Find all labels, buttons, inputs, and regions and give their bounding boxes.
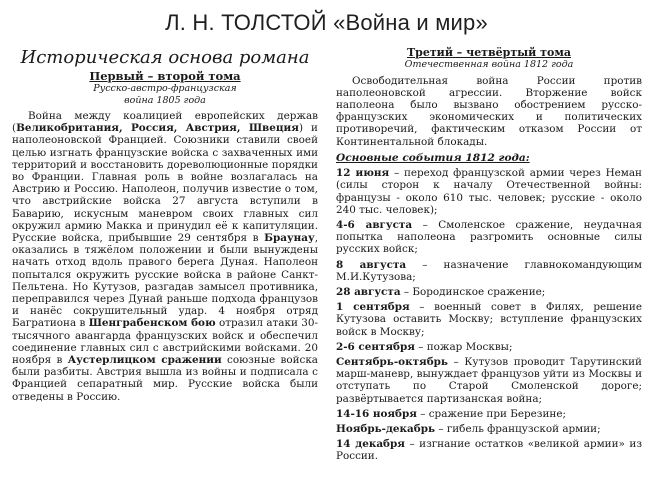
event-text: – Бородинское сражение;	[400, 286, 546, 299]
event-date: 28 августа	[336, 286, 401, 299]
event-text: – переход французской армии через Неман (силы сторон к началу Отечественной войны: французы - около 610 тыс. человек; русские - около 240 тыс. человек);	[336, 167, 642, 216]
event-text: – Кутузов проводит Тарутинский марш-маневр, вынуждает французов уйти из Москвы и отступать по Старой Смоленской дороге; развёртывается партизанская война;	[336, 356, 642, 405]
paragraph-text: ) и наполеоновской Францией. Союзники ставили своей целью изгнать французские войска с захваченных ими территорий и восстановить дореволюционные порядки во Франции. Главная роль в войне возлагалась на Австрию и Россию. Наполеон, получив известие о том, что австрийские войска 27 августа вступили в Баварию, искусным маневром своих главных сил окружил армию Макка и принудил её к капитуляции. Русские войска, прибывшие 29 сентября в	[12, 122, 318, 245]
paragraph-text: Война между коалицией европейских держав (	[12, 110, 318, 135]
right-column	[336, 46, 642, 463]
event-text: – изгнание остатков «великой армии» из России.	[336, 438, 642, 463]
event-text: – сражение при Березине;	[416, 407, 566, 420]
event-item	[336, 341, 642, 353]
event-text: – назначение главнокомандующим М.И.Кутузова;	[336, 258, 642, 283]
event-item	[336, 438, 642, 462]
section-title-volumes-1-2: Первый – второй тома	[89, 69, 241, 83]
section-caption-line1: Русско-австро-французская	[93, 83, 237, 94]
section-title-volumes-3-4: Третий – четвёртый тома	[406, 46, 572, 59]
event-text: – гибель французской армии;	[435, 423, 601, 436]
event-item	[336, 301, 642, 338]
event-item	[336, 286, 642, 298]
event-text: – Смоленское сражение, неудачная попытка наполеона разгромить основные силы русских войск;	[336, 219, 643, 256]
event-item	[336, 219, 642, 256]
event-item	[336, 423, 642, 435]
battle-austerlitz: Аустерлицком сражении	[67, 354, 222, 367]
page-title: Л. Н. ТОЛСТОЙ «Война и мир»	[165, 10, 488, 35]
event-text: – военный совет в Филях, решение Кутузова оставить Москву; вступление французских войск в Москву;	[336, 301, 642, 338]
section-caption-1812: Отечественная война 1812 года	[404, 59, 574, 70]
event-date: 4-6 августа	[336, 219, 413, 232]
event-date: 14 декабря	[336, 438, 405, 451]
event-date: 8 августа	[336, 258, 407, 271]
coalition-countries: Великобритания, Россия, Австрия, Швеция	[16, 122, 299, 135]
battle-schongrabern: Шенграбенском бою	[88, 317, 216, 330]
event-item	[336, 408, 642, 420]
event-item	[336, 356, 642, 405]
section-caption-line2: война 1805 года	[124, 94, 206, 106]
place-braunau: Браунау	[264, 232, 315, 245]
war-1812-intro: Освободительная война России против наполеоновской агрессии. Вторжение войск наполеона было вызвано обострением русско-французских экономических и политических противоречий, фактическим отказом России от Континентальной блокады.	[336, 74, 642, 148]
event-date: 1 сентября	[336, 301, 410, 314]
paragraph-text: союзные войска были разбиты. Австрия вышла из войны и подписала с Францией сепаратный мир. Русские войска были отведены в Россию.	[12, 354, 319, 403]
event-item	[336, 167, 642, 216]
event-date: 14-16 ноября	[336, 407, 417, 420]
paragraph-text: отразил атаки 30-тысячного авангарда французских войск и обеспечил соединение главных сил с австрийскими войсками. 20 ноября в	[12, 317, 318, 367]
event-date: Сентябрь-октябрь	[336, 356, 448, 369]
left-column	[12, 46, 318, 403]
event-date: Ноябрь-декабрь	[336, 423, 436, 436]
event-text: – пожар Москвы;	[414, 340, 513, 353]
main-heading: Историческая основа романа	[20, 47, 310, 68]
event-date: 12 июня	[336, 167, 390, 180]
event-item	[336, 259, 642, 283]
paragraph-text: , оказались в тяжёлом положении и были вынуждены начать отход вдоль правого берега Дуная. Наполеон попытался окружить русские войска в районе Санкт-Пельтена. Но Кутузов, разгадав замысел противника, переправился через Дунай раньше подхода французов и нанёс сокрушительный удар. 4 ноября отряд Багратиона в	[12, 232, 318, 330]
event-date: 2-6 сентября	[336, 340, 415, 353]
events-heading: Основные события 1812 года:	[336, 151, 530, 164]
war-1805-paragraph	[12, 110, 318, 403]
